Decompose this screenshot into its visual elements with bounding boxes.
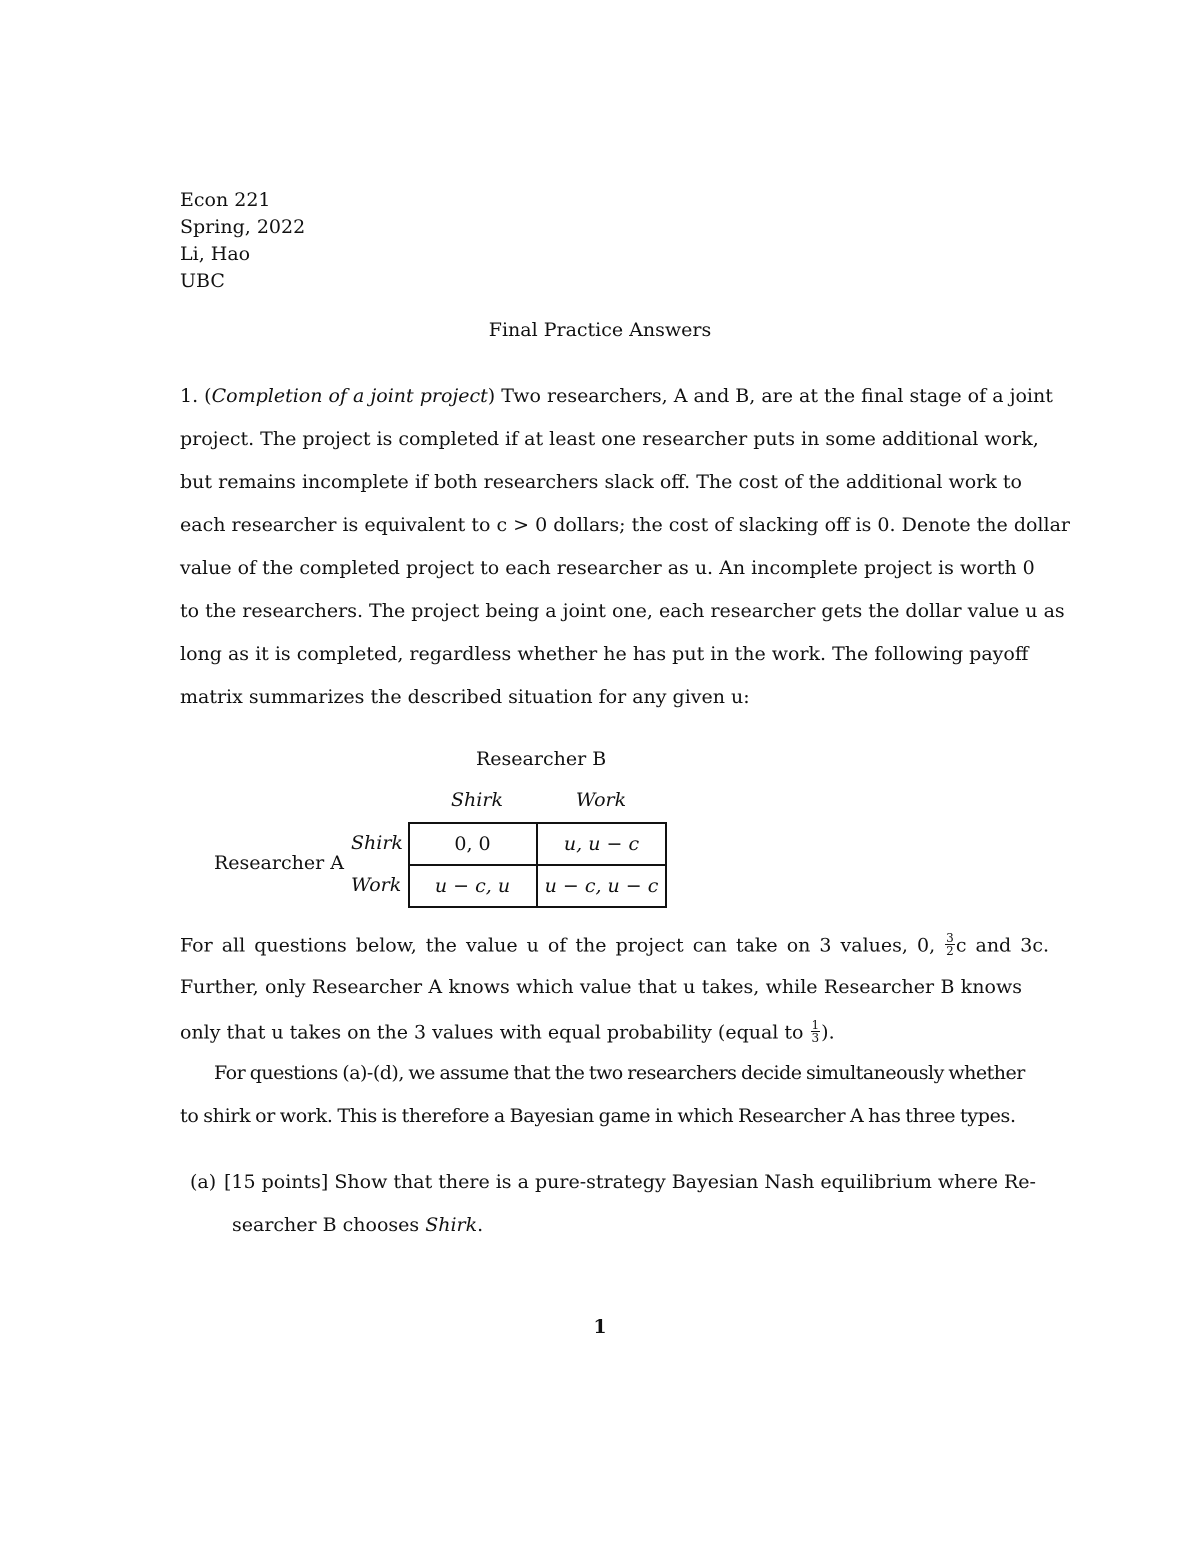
page-number: 1 [593, 1316, 607, 1338]
question-1-line: 1. (Completion of a joint project) Two researchers, A and B, are at the final stage of a joint [180, 385, 1053, 407]
paragraph-line: For questions (a)-(d), we assume that the two researchers decide simultaneously whether [214, 1062, 1025, 1084]
instructor: Li, Hao [180, 243, 251, 265]
paragraph-line: to shirk or work. This is therefore a Bayesian game in which Researcher A has three types. [180, 1105, 1016, 1127]
question-1-line: to the researchers. The project being a joint one, each researcher gets the dollar value u as [180, 600, 1065, 622]
term: Spring, 2022 [180, 216, 306, 238]
column-action-work: Work [575, 789, 627, 811]
column-action-shirk: Shirk [451, 789, 503, 811]
part-a-text-continued: searcher B chooses Shirk. [232, 1214, 484, 1236]
question-1-line: long as it is completed, regardless whether he has put in the work. The following payoff [180, 643, 1029, 665]
course-name: Econ 221 [180, 189, 271, 211]
paragraph-line: only that u takes on the 3 values with equal probability (equal to $\frac{1}{3}$ ). [180, 1018, 835, 1045]
question-1-line: each researcher is equivalent to c > 0 dollars; the cost of slacking off is 0. Denote the dollar [180, 514, 1070, 536]
paragraph-line: For all questions below, the value u of the project can take on 3 values, 0, $\frac{3}{2}$ c and 3c. [180, 931, 1050, 958]
page-title: Final Practice Answers [488, 319, 712, 341]
fraction-three-halves: $\frac{3}{2}$ [946, 931, 954, 958]
paragraph-line: Further, only Researcher A knows which value that u takes, while Researcher B knows [180, 976, 1022, 998]
matrix-cell: 0, 0 [454, 833, 491, 855]
matrix-cell: u, u − c [563, 833, 640, 855]
part-a-text: [15 points] Show that there is a pure-strategy Bayesian Nash equilibrium where Re- [224, 1171, 1036, 1193]
matrix-cell: u − c, u [434, 875, 511, 897]
question-1-topic: Completion of a joint project [211, 385, 488, 407]
fraction-one-third: $\frac{1}{3}$ [811, 1018, 820, 1045]
institution: UBC [180, 270, 225, 292]
row-action-work: Work [351, 874, 402, 896]
question-1-line: matrix summarizes the described situation for any given u: [180, 686, 750, 708]
row-action-shirk: Shirk [351, 832, 403, 854]
matrix-cell: u − c, u − c [544, 875, 659, 897]
question-1-line: project. The project is completed if at least one researcher puts in some additional work, [180, 428, 1039, 450]
row-player-label: Researcher A [214, 852, 344, 874]
column-player-label: Researcher B [476, 748, 607, 770]
matrix-border [665, 822, 667, 908]
part-a-label: (a) [190, 1171, 217, 1193]
question-1-line: but remains incomplete if both researchers slack off. The cost of the additional work to [180, 471, 1022, 493]
question-1-line: value of the completed project to each researcher as u. An incomplete project is worth 0 [180, 557, 1035, 579]
